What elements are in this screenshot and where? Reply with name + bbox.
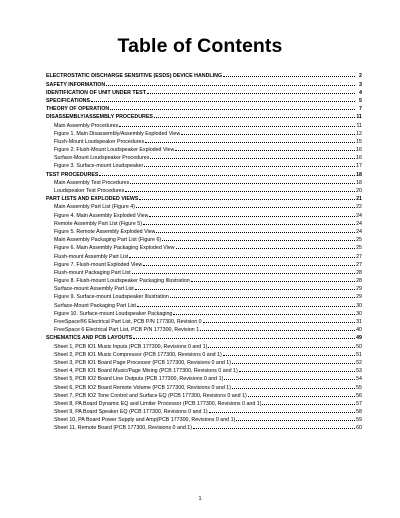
toc-leader-dots (143, 218, 355, 224)
toc-subsection-entry[interactable] (46, 341, 362, 349)
toc-leader-dots (262, 399, 355, 405)
toc-subsection-entry[interactable] (46, 202, 362, 210)
toc-subsection-entry[interactable] (46, 374, 362, 382)
toc-subsection-entry[interactable] (46, 292, 362, 300)
toc-entry-label: Sheet 7, PCB IO2 Tone Control and Surface EQ (PCB 177300, Revisions 0 and 1) (54, 392, 247, 399)
toc-leader-dots (129, 251, 355, 257)
toc-subsection-entry[interactable] (46, 218, 362, 226)
toc-leader-dots (223, 349, 355, 355)
toc-leader-dots (144, 161, 355, 167)
toc-entry-page: 5 (359, 97, 362, 104)
toc-entry-label: PART LISTS AND EXPLODED VIEWS (46, 196, 139, 203)
toc-entry-page: 40 (356, 327, 362, 334)
toc-subsection-entry[interactable] (46, 415, 362, 423)
toc-entry-label: Sheet 5, PCB IO2 Board Line Outputs (PCB 177300, Revisions 0 and 1) (54, 376, 224, 383)
toc-subsection-entry[interactable] (46, 382, 362, 390)
toc-entry-label: Sheet 8, PA Board Dynamic EQ and Limiter Processor (PCB 177300, Revisions 0 and 1) (54, 400, 262, 407)
toc-subsection-entry[interactable] (46, 284, 362, 292)
toc-leader-dots (143, 259, 355, 265)
toc-entry-label: Flush-Mount Loudspeaker Procedures (54, 138, 145, 145)
toc-entry-label: FreeSpace 6 Electrical Part List, PCB P/N 177300, Revision 1 (54, 327, 200, 334)
toc-leader-dots (99, 169, 355, 175)
toc-leader-dots (91, 96, 355, 102)
toc-entry-label: Figure 9. Surface-mount Loudspeaker Illustration (54, 294, 169, 301)
toc-entry-page: 20 (356, 188, 362, 195)
toc-entry-label: ELECTROSTATIC DISCHARGE SENSITIVE (ESDS) DEVICE HANDLING (46, 73, 223, 80)
toc-entry-page: 60 (356, 425, 362, 432)
toc-entry-label: Sheet 3, PCB IO1 Board Page Processor (PCB 177300, Revisions 0 and 1) (54, 359, 231, 366)
toc-leader-dots (191, 276, 355, 282)
toc-subsection-entry[interactable] (46, 423, 362, 431)
toc-leader-dots (223, 71, 355, 77)
toc-entry-label: Sheet 10, PA Board Power Supply and Amp(PCB 177300, Revisions 0 and 1) (54, 417, 236, 424)
toc-subsection-entry[interactable] (46, 349, 362, 357)
toc-entry-label: Surface-mount Assembly Part List (54, 286, 134, 293)
toc-entry-page: 24 (356, 212, 362, 219)
toc-section-entry[interactable] (46, 96, 362, 104)
toc-subsection-entry[interactable] (46, 399, 362, 407)
toc-subsection-entry[interactable] (46, 300, 362, 308)
toc-leader-dots (208, 341, 355, 347)
toc-entry-page: 30 (356, 302, 362, 309)
toc-entry-page: 7 (359, 106, 362, 113)
toc-leader-dots (154, 112, 355, 118)
toc-entry-page: 56 (356, 392, 362, 399)
toc-entry-page: 4 (359, 89, 362, 96)
toc-entry-page: 30 (356, 310, 362, 317)
toc-leader-dots (145, 137, 355, 143)
toc-leader-dots (136, 202, 355, 208)
toc-entry-page: 25 (356, 245, 362, 252)
toc-subsection-entry[interactable] (46, 227, 362, 235)
toc-entry-label: Figure 10. Surface-mount Loudspeaker Packaging (54, 310, 173, 317)
toc-entry-page: 29 (356, 294, 362, 301)
page-title: Table of Contents (117, 35, 283, 57)
toc-entry-page: 3 (359, 81, 362, 88)
toc-entry-page: 59 (356, 417, 362, 424)
toc-entry-page: 24 (356, 228, 362, 235)
toc-entry-page: 12 (356, 130, 362, 137)
toc-subsection-entry[interactable] (46, 243, 362, 251)
toc-subsection-entry[interactable] (46, 137, 362, 145)
toc-leader-dots (209, 407, 355, 413)
toc-subsection-entry[interactable] (46, 317, 362, 325)
toc-entry-label: Sheet 6, PCB IO2 Board Remote Volume (PCB 177300, Revisions 0 and 1) (54, 384, 231, 391)
toc-entry-page: 16 (356, 155, 362, 162)
toc-entry-label: SCHEMATICS AND PCB LAYOUTS (46, 335, 133, 342)
toc-leader-dots (106, 79, 355, 85)
toc-entry-page: 49 (356, 335, 362, 342)
toc-entry-page: 27 (356, 253, 362, 260)
toc-leader-dots (236, 415, 355, 421)
toc-subsection-entry[interactable] (46, 145, 362, 153)
toc-leader-dots (125, 186, 355, 192)
toc-leader-dots (132, 268, 355, 274)
toc-entry-label: Surface-Mount Loudspeaker Procedures (54, 155, 150, 162)
toc-subsection-entry[interactable] (46, 251, 362, 259)
toc-subsection-entry[interactable] (46, 186, 362, 194)
toc-leader-dots (137, 300, 355, 306)
toc-subsection-entry[interactable] (46, 128, 362, 136)
toc-entry-label: Flush-mount Packaging Part List (54, 269, 131, 276)
toc-section-entry[interactable] (46, 333, 362, 341)
toc-leader-dots (232, 358, 355, 364)
toc-leader-dots (133, 333, 355, 339)
toc-subsection-entry[interactable] (46, 325, 362, 333)
toc-section-entry[interactable] (46, 79, 362, 87)
toc-entry-label: Remote Assembly Part List (Figure 5) (54, 220, 143, 227)
toc-leader-dots (175, 145, 355, 151)
toc-entry-label: TEST PROCEDURES (46, 171, 99, 178)
toc-leader-dots (232, 382, 355, 388)
toc-entry-label: DISASSEMBLY/ASSEMBLY PROCEDURES (46, 114, 153, 121)
toc-leader-dots (149, 210, 355, 216)
toc-entry-page: 25 (356, 237, 362, 244)
toc-entry-label: Figure 1. Main Disassembly/Assembly Exploded View (54, 130, 181, 137)
toc-leader-dots (193, 423, 355, 429)
toc-entry-page: 18 (356, 171, 362, 178)
toc-entry-page: 28 (356, 278, 362, 285)
toc-entry-label: Sheet 11, Remote Board (PCB 177300, Revisions 0 and 1) (54, 425, 192, 432)
toc-entry-label: Main Assembly Procedures (54, 122, 119, 129)
toc-subsection-entry[interactable] (46, 259, 362, 267)
toc-section-entry[interactable] (46, 104, 362, 112)
toc-entry-label: Main Assembly Packaging Part List (Figure 6) (54, 237, 162, 244)
toc-entry-page: 21 (356, 196, 362, 203)
toc-entry-label: Main Assembly Part List (Figure 4) (54, 204, 135, 211)
toc-leader-dots (156, 227, 355, 233)
toc-leader-dots (135, 284, 355, 290)
toc-entry-page: 53 (356, 368, 362, 375)
toc-entry-page: 28 (356, 269, 362, 276)
toc-entry-page: 50 (356, 343, 362, 350)
toc-leader-dots (176, 243, 355, 249)
toc-leader-dots (239, 366, 355, 372)
toc-entry-page: 22 (356, 204, 362, 211)
toc-subsection-entry[interactable] (46, 235, 362, 243)
toc-entry-label: Sheet 9, PA Board Speaker EQ (PCB 177300, Revisions 0 and 1) (54, 409, 208, 416)
toc-subsection-entry[interactable] (46, 120, 362, 128)
toc-leader-dots (224, 374, 355, 380)
toc-entry-page: 11 (356, 122, 362, 129)
toc-subsection-entry[interactable] (46, 268, 362, 276)
toc-entry-label: Figure 7. Flush-mount Exploded View (54, 261, 143, 268)
toc-subsection-entry[interactable] (46, 358, 362, 366)
toc-subsection-entry[interactable] (46, 153, 362, 161)
toc-entry-label: Sheet 4, PCB IO1 Board Music/Page Mixing (PCB 177300, Revisions 0 and 1) (54, 368, 238, 375)
toc-subsection-entry[interactable] (46, 210, 362, 218)
toc-entry-label: Surface-Mount Packaging Part List (54, 302, 136, 309)
toc-section-entry[interactable] (46, 194, 362, 202)
toc-entry-label: Figure 2. Flush-Mount Loudspeaker Exploded View (54, 147, 175, 154)
toc-entry-page: 31 (356, 319, 362, 326)
toc-leader-dots (200, 325, 355, 331)
toc-entry-page: 27 (356, 261, 362, 268)
toc-entry-page: 54 (356, 376, 362, 383)
toc-entry-label: Loudspeaker Test Procedures (54, 188, 125, 195)
toc-leader-dots (130, 177, 355, 183)
toc-entry-label: Figure 6. Main Assembly Packaging Exploded View (54, 245, 175, 252)
toc-entry-label: Sheet 1, PCB IO1 Music Inputs (PCB 177300, Revisions 0 and 1) (54, 343, 208, 350)
toc-entry-label: SPECIFICATIONS (46, 97, 91, 104)
toc-leader-dots (110, 104, 355, 110)
toc-leader-dots (119, 120, 355, 126)
toc-entry-page: 55 (356, 384, 362, 391)
toc-subsection-entry[interactable] (46, 407, 362, 415)
toc-entry-label: Figure 5. Remote Assembly Exploded View (54, 228, 156, 235)
toc-entry-label: Sheet 2, PCB IO1 Music Compressor (PCB 177300, Revisions 0 and 1) (54, 351, 222, 358)
toc-entry-label: Figure 4. Main Assembly Exploded View (54, 212, 149, 219)
toc-entry-page: 2 (359, 73, 362, 80)
toc-entry-page: 57 (356, 400, 362, 407)
toc-entry-label: SAFETY INFORMATION (46, 81, 106, 88)
toc-subsection-entry[interactable] (46, 390, 362, 398)
toc-entry-label: IDENTIFICATION OF UNIT UNDER TEST (46, 89, 146, 96)
toc-entry-page: 24 (356, 220, 362, 227)
toc-entry-label: Main Assembly Test Procedures (54, 179, 130, 186)
toc-entry-label: Figure 3. Surface-mount Loudspeaker (54, 163, 144, 170)
toc-leader-dots (203, 317, 355, 323)
toc-entry-label: FreeSpace®6 Electrical Part List, PCB P/N 177300, Revision 0 (54, 319, 202, 326)
toc-leader-dots (248, 390, 355, 396)
toc-subsection-entry[interactable] (46, 276, 362, 284)
toc-leader-dots (162, 235, 355, 241)
toc-entry-label: THEORY OF OPERATION (46, 106, 110, 113)
toc-section-entry[interactable] (46, 112, 362, 120)
toc-leader-dots (181, 128, 355, 134)
table-of-contents (46, 71, 362, 431)
toc-section-entry[interactable] (46, 169, 362, 177)
toc-leader-dots (150, 153, 355, 159)
toc-entry-page: 52 (356, 359, 362, 366)
toc-entry-page: 16 (356, 147, 362, 154)
toc-subsection-entry[interactable] (46, 366, 362, 374)
toc-entry-page: 11 (356, 114, 362, 121)
toc-leader-dots (173, 308, 355, 314)
toc-subsection-entry[interactable] (46, 308, 362, 316)
toc-leader-dots (147, 87, 355, 93)
toc-leader-dots (139, 194, 355, 200)
toc-entry-page: 51 (356, 351, 362, 358)
toc-entry-label: Figure 8. Flush-mount Loudspeaker Packaging Illustration (54, 278, 190, 285)
toc-entry-page: 58 (356, 409, 362, 416)
toc-leader-dots (170, 292, 355, 298)
toc-entry-page: 17 (356, 163, 362, 170)
toc-section-entry[interactable] (46, 71, 362, 79)
toc-entry-page: 29 (356, 286, 362, 293)
toc-entry-page: 15 (356, 138, 362, 145)
toc-subsection-entry[interactable] (46, 177, 362, 185)
toc-entry-label: Flush-mount Assembly Part List (54, 253, 129, 260)
toc-subsection-entry[interactable] (46, 161, 362, 169)
toc-entry-page: 18 (356, 179, 362, 186)
toc-section-entry[interactable] (46, 87, 362, 95)
page-number: 1 (198, 496, 202, 502)
